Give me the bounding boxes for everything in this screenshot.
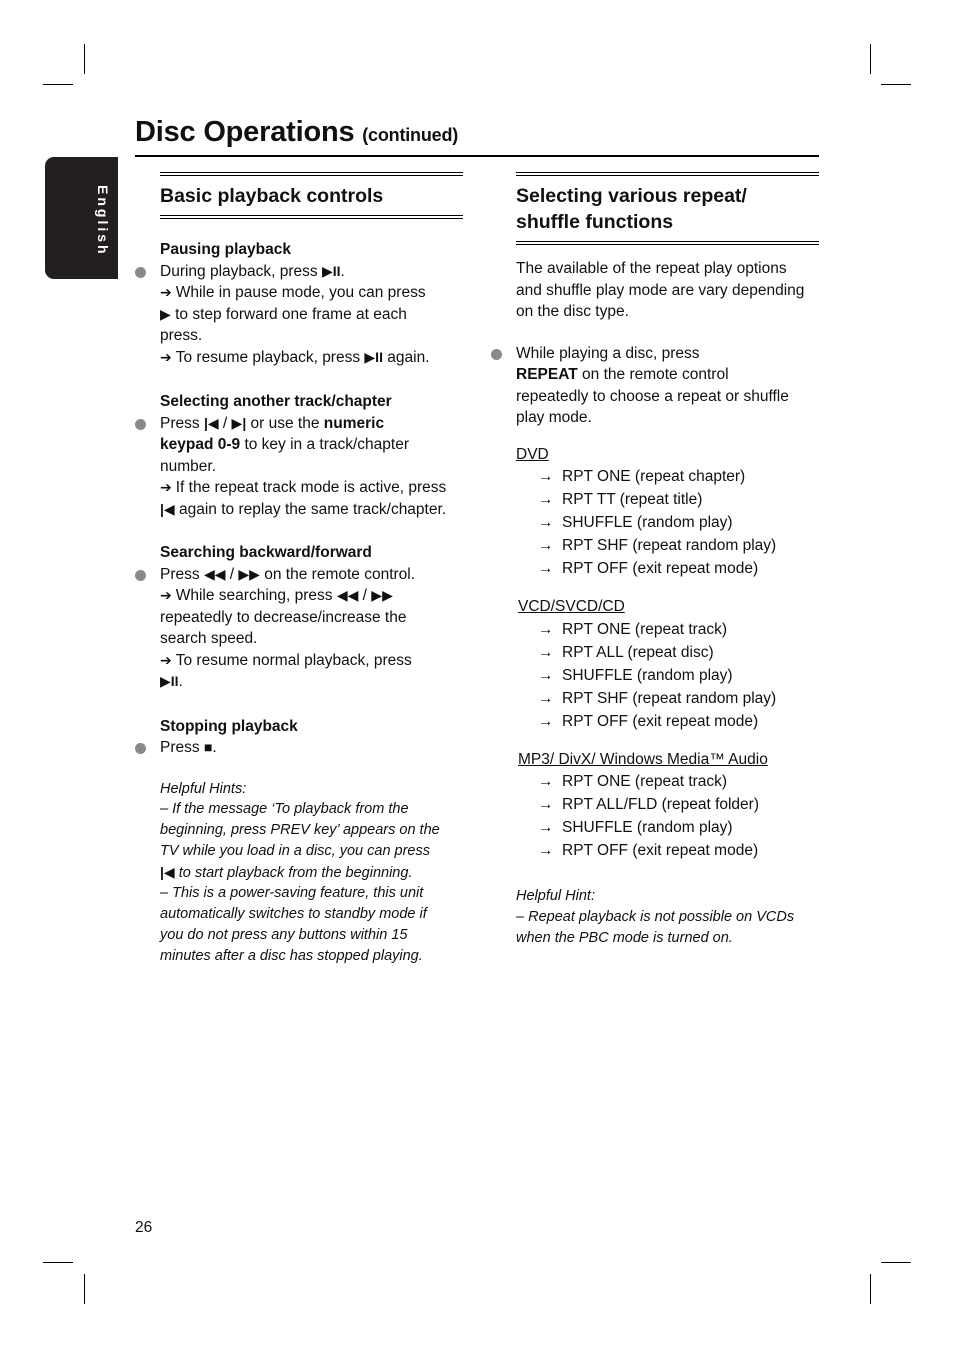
- slash: /: [225, 565, 239, 583]
- arrow-icon: →: [538, 689, 554, 707]
- subheading-track: Selecting another track/chapter: [160, 393, 392, 410]
- hint-line: beginning, press PREV key’ appears on the: [160, 822, 440, 839]
- hint-line: TV while you load in a disc, you can press: [160, 842, 430, 859]
- subheading-pausing: Pausing playback: [160, 241, 291, 258]
- rewind-icon: ◀◀: [336, 587, 359, 603]
- text: SHUFFLE (random play): [562, 514, 733, 531]
- list-item: [516, 687, 819, 710]
- arrow-icon: ➔: [160, 651, 172, 668]
- title-text: Disc Operations: [135, 116, 355, 148]
- text-line: play mode.: [516, 409, 592, 426]
- text: Press: [160, 414, 204, 432]
- crop-mark: [43, 1262, 73, 1263]
- list-item: [516, 465, 819, 488]
- hint-line: – This is a power-saving feature, this unit: [160, 885, 424, 902]
- helpful-hints: [160, 779, 463, 967]
- text: RPT OFF (exit repeat mode): [562, 712, 759, 730]
- track-block: [160, 391, 463, 520]
- page-number: 26: [135, 1219, 153, 1236]
- arrow-icon: →: [538, 796, 554, 813]
- text: RPT SHF (repeat random play): [562, 689, 777, 707]
- text: RPT ONE (repeat track): [562, 620, 728, 638]
- section-heading-basic-playback: [160, 172, 463, 219]
- hint-line: – If the message ‘To playback from the: [160, 801, 409, 818]
- text: again.: [382, 348, 430, 366]
- sub-item: [160, 347, 463, 369]
- bullet-item: [516, 343, 819, 365]
- language-tab-label: English: [95, 185, 111, 257]
- language-tab: [45, 157, 118, 279]
- text: .: [340, 262, 345, 280]
- play-pause-icon: ▶II: [321, 262, 341, 279]
- bullet-item: [160, 261, 463, 283]
- list-item: [516, 664, 819, 687]
- arrow-icon: ➔: [160, 587, 172, 603]
- bullet-dot: [135, 570, 146, 581]
- hint-line: [160, 862, 463, 884]
- crop-mark: [870, 44, 871, 74]
- text: to step forward one frame at each: [170, 305, 407, 323]
- list-item: [516, 618, 819, 641]
- text: to key in a track/chapter: [240, 436, 409, 453]
- list-item: [516, 488, 819, 511]
- section-title: shuffle functions: [516, 211, 674, 233]
- crop-mark: [43, 84, 73, 85]
- list-item: [516, 793, 819, 816]
- fast-forward-icon: ▶▶: [371, 587, 393, 603]
- text-line: [160, 499, 463, 521]
- bullet-dot: [135, 419, 146, 430]
- text: RPT OFF (exit repeat mode): [562, 842, 759, 859]
- list-item: [516, 816, 819, 839]
- hint-line: you do not press any buttons within 15: [160, 927, 408, 944]
- sub-item: [160, 585, 463, 607]
- arrow-icon: →: [538, 666, 554, 684]
- section-title: Basic playback controls: [160, 185, 384, 207]
- intro-paragraph: [516, 258, 819, 323]
- bullet-item: [160, 564, 463, 586]
- crop-mark: [84, 1274, 85, 1304]
- play-icon: ▶: [160, 305, 171, 322]
- text: again to replay the same track/chapter.: [174, 500, 447, 518]
- text: to start playback from the beginning.: [174, 864, 413, 881]
- arrow-icon: →: [538, 620, 554, 638]
- rewind-icon: ◀◀: [203, 565, 226, 582]
- text: RPT ALL (repeat disc): [562, 643, 714, 661]
- arrow-icon: →: [538, 773, 554, 790]
- bullet-dot: [135, 743, 146, 754]
- text-line: search speed.: [160, 630, 258, 647]
- stop-block: [160, 716, 463, 759]
- bullet-item: [160, 737, 463, 759]
- text-line: and shuffle play mode are vary depending: [516, 281, 805, 299]
- stop-icon: ■: [203, 739, 213, 755]
- text-line: [160, 671, 463, 693]
- arrow-icon: →: [538, 491, 554, 508]
- text: or use the: [246, 414, 324, 432]
- crop-mark: [870, 1274, 871, 1304]
- text-line: [160, 434, 463, 456]
- next-icon: ▶|: [231, 414, 247, 431]
- list-item: [516, 557, 819, 580]
- text-line: [516, 364, 819, 386]
- subheading-search: Searching backward/forward: [160, 544, 372, 561]
- arrow-icon: →: [538, 819, 554, 836]
- slash: /: [358, 587, 372, 604]
- helpful-hint: [516, 886, 819, 948]
- text-line: The available of the repeat play options: [516, 260, 787, 277]
- arrow-icon: →: [538, 537, 554, 554]
- play-pause-icon: ▶II: [160, 673, 179, 689]
- previous-icon: |◀: [160, 500, 175, 517]
- search-block: [160, 542, 463, 693]
- text: on the remote control.: [259, 565, 416, 583]
- text: Press: [160, 739, 204, 756]
- list-item: [516, 710, 819, 733]
- group-label: VCD/SVCD/CD: [518, 598, 625, 615]
- text: While in pause mode, you can press: [175, 284, 426, 301]
- previous-icon: |◀: [160, 863, 175, 880]
- hints-title: Helpful Hints:: [160, 780, 247, 797]
- text: To resume normal playback, press: [175, 651, 412, 669]
- arrow-icon: →: [538, 712, 554, 730]
- text: Press: [160, 565, 204, 583]
- text: RPT OFF (exit repeat mode): [562, 560, 759, 577]
- text: REPEAT: [516, 366, 578, 383]
- hint-title: Helpful Hint:: [516, 888, 595, 904]
- text: keypad 0-9: [160, 436, 241, 453]
- text: To resume playback, press: [175, 348, 365, 366]
- section-title: Selecting various repeat/: [516, 185, 747, 207]
- text: .: [212, 739, 217, 756]
- mode-group-vcd: [516, 596, 819, 733]
- crop-mark: [881, 84, 911, 85]
- sub-item: [160, 650, 463, 672]
- text: RPT SHF (repeat random play): [562, 537, 777, 554]
- repeat-instructions: [516, 343, 819, 429]
- mode-group-mp3: [516, 749, 819, 863]
- bullet-item: [160, 413, 463, 435]
- section-heading-repeat-shuffle: [516, 172, 819, 245]
- sub-item: [160, 477, 463, 499]
- bullet-dot: [135, 267, 146, 278]
- list-item: [516, 511, 819, 534]
- text: RPT TT (repeat title): [562, 491, 703, 508]
- arrow-icon: ➔: [160, 479, 172, 495]
- hint-line: – Repeat playback is not possible on VCDs: [516, 908, 795, 925]
- arrow-icon: →: [538, 842, 554, 859]
- title-rule: [135, 155, 819, 157]
- hint-line: when the PBC mode is turned on.: [516, 929, 733, 946]
- arrow-icon: →: [538, 468, 554, 485]
- crop-mark: [881, 1262, 911, 1263]
- text: If the repeat track mode is active, press: [175, 479, 447, 496]
- arrow-icon: ➔: [160, 348, 172, 365]
- right-column: [516, 172, 819, 948]
- pausing-block: [160, 239, 463, 368]
- text-line: press.: [160, 327, 203, 344]
- list-item: [516, 641, 819, 664]
- previous-icon: |◀: [203, 414, 219, 431]
- slash: /: [218, 414, 232, 432]
- sub-item: [160, 282, 463, 304]
- group-label: DVD: [516, 445, 549, 463]
- hint-line: automatically switches to standby mode if: [160, 906, 427, 923]
- play-pause-icon: ▶II: [364, 348, 383, 365]
- text: RPT ONE (repeat chapter): [562, 468, 746, 485]
- text: .: [178, 673, 183, 690]
- page-title: [135, 116, 458, 149]
- text: RPT ALL/FLD (repeat folder): [562, 796, 759, 813]
- arrow-icon: →: [538, 514, 554, 531]
- list-item: [516, 534, 819, 557]
- mode-group-dvd: [516, 444, 819, 581]
- subheading-stop: Stopping playback: [160, 717, 298, 735]
- text: While playing a disc, press: [516, 344, 700, 362]
- arrow-icon: →: [538, 560, 554, 577]
- text: on the remote control: [577, 366, 729, 383]
- text-line: repeatedly to choose a repeat or shuffle: [516, 387, 789, 405]
- text: While searching, press: [175, 587, 337, 604]
- text-line: on the disc type.: [516, 303, 629, 320]
- list-item: [516, 839, 819, 862]
- text-line: [160, 304, 463, 326]
- arrow-icon: →: [538, 643, 554, 661]
- group-label: MP3/ DivX/ Windows Media™ Audio: [518, 750, 768, 768]
- text-line: number.: [160, 457, 217, 475]
- arrow-icon: ➔: [160, 284, 172, 300]
- list-item: [516, 770, 819, 793]
- text: During playback, press: [160, 262, 322, 280]
- text-line: repeatedly to decrease/increase the: [160, 608, 407, 626]
- bullet-dot: [491, 349, 502, 360]
- title-continued: (continued): [362, 125, 459, 145]
- text: numeric: [323, 414, 385, 432]
- text: SHUFFLE (random play): [562, 666, 733, 684]
- left-column: [160, 172, 463, 967]
- crop-mark: [84, 44, 85, 74]
- text: SHUFFLE (random play): [562, 819, 733, 836]
- hint-line: minutes after a disc has stopped playing.: [160, 947, 423, 964]
- fast-forward-icon: ▶▶: [238, 565, 260, 582]
- text: RPT ONE (repeat track): [562, 773, 728, 790]
